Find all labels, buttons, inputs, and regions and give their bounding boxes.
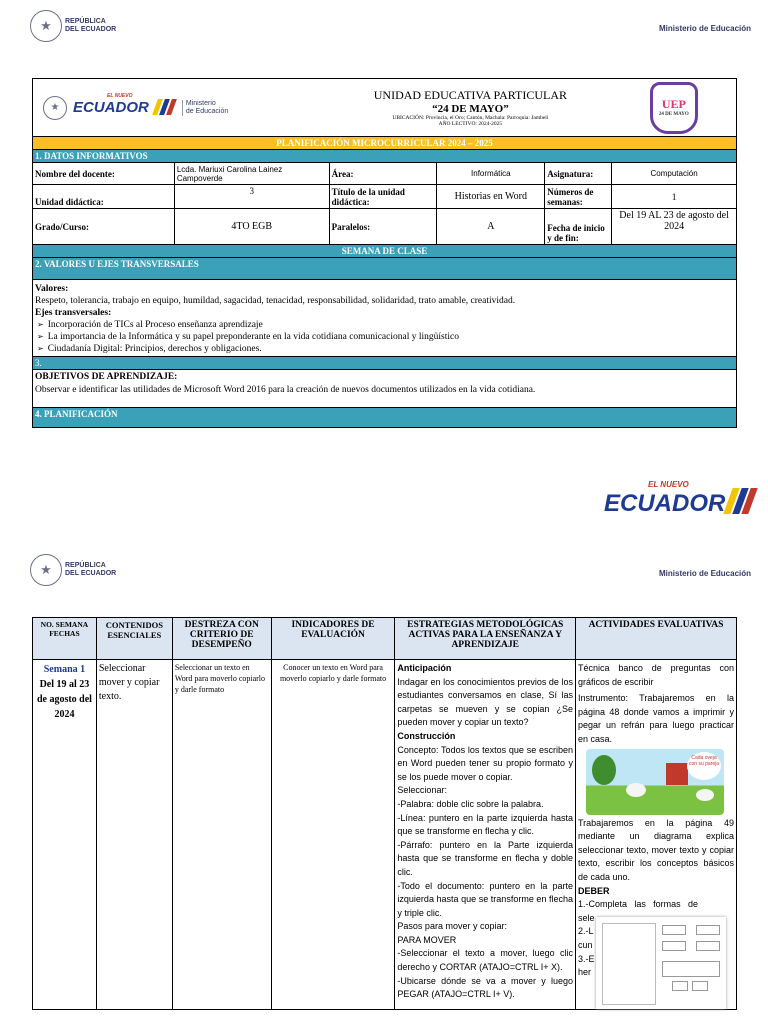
valores-text: Respeto, tolerancia, trabajo en equipo, humildad, sagacidad, tenacidad, responsabilidad, solidaridad, trato amable, creatividad. (35, 296, 516, 306)
badge-sub: 24 DE MAYO (658, 111, 689, 117)
school-cell (329, 79, 612, 137)
estrategia-line: -Seleccionar el texto a mover, luego clic derecho y CORTAR (ATAJO=CTRL I+ X). (397, 948, 574, 973)
ecuador-seal-icon: ★ (30, 10, 62, 42)
valores-label: Valores: (35, 284, 69, 294)
logo-cell (33, 79, 330, 137)
speech-bubble: Cada oveja con su pareja (687, 752, 721, 780)
grado-label: Grado/Curso: (33, 209, 175, 245)
section-3: 3. (33, 357, 737, 370)
estrategia-line: Pasos para mover y copiar: (397, 921, 507, 932)
th-estrategias: ESTRATEGIAS METODOLÓGICAS ACTIVAS PARA LA ENSEÑANZA Y APRENDIZAJE (395, 618, 576, 660)
estrategia-line: -Palabra: doble clic sobre la palabra. (397, 798, 544, 809)
footer-logo (604, 482, 755, 519)
header-republica (30, 10, 116, 42)
objetivos-cell (33, 370, 737, 408)
plan-title: PLANIFICACIÓN MICROCURRICULAR 2024 – 2025 (33, 137, 737, 150)
school-badge (650, 82, 698, 134)
logo-ministerio-1: Ministerio (185, 99, 216, 107)
sheep-icon (626, 783, 646, 797)
semanas-value: 1 (612, 185, 737, 209)
republica-line2: DEL ECUADOR (65, 570, 117, 577)
logo-flag-icon (155, 99, 176, 117)
th-semana: NO. SEMANA FECHAS (33, 618, 97, 660)
unidad-label: Unidad didáctica: (33, 185, 175, 209)
logo-el-nuevo: EL NUEVO (107, 93, 133, 99)
school-year: AÑO LECTIVO: 2024-2025 (438, 121, 503, 127)
th-indicadores: INDICADORES DE EVALUACIÓN (271, 618, 395, 660)
ejes-label: Ejes transversales: (35, 308, 112, 318)
fecha-label: Fecha de inicio y de fin: (545, 209, 612, 245)
indicadores-cell: Conocer un texto en Word para moverlo copiarlo y darle formato (271, 660, 395, 1010)
estrategia-line: Concepto: Todos los textos que se escriben en Word pueden tener su propio formato y se los puede mover o copiar. (397, 744, 574, 782)
act-trabajaremos: Trabajaremos en la página 49 mediante un diagrama explica seleccionar texto, mover texto y copiar texto, escribir los conceptos básicos de cada uno. (578, 817, 734, 882)
footer-el-nuevo: EL NUEVO (648, 480, 689, 489)
badge-text: UEP (661, 96, 686, 111)
docente-value: Lcda. Mariuxi Carolina Lainez Campoverde (174, 163, 329, 185)
datos-table (32, 78, 737, 428)
th-destreza: DESTREZA CON CRITERIO DE DESEMPEÑO (172, 618, 271, 660)
docente-label: Nombre del docente: (33, 163, 175, 185)
footer-ecuador: ECUADOR (604, 489, 726, 517)
titulo-value: Historias en Word (437, 185, 545, 209)
semana-clase: SEMANA DE CLASE (33, 245, 737, 258)
logo-ministerio-2: de Educación (185, 107, 229, 115)
destreza-cell: Seleccionar un texto en Word para moverlo copiarlo y darle formato (172, 660, 271, 1010)
estrategia-line: -Todo el documento: puntero en la parte izquierda hasta que se transforme en flecha y triple clic. (397, 880, 574, 918)
ecuador-seal-icon: ★ (30, 554, 62, 586)
eje-item: ➢ La importancia de la Informática y su papel preponderante en la vida cotidiana comunicacional y lingüístico (49, 331, 734, 343)
republica-line1: REPÚBLICA (65, 562, 106, 569)
planificacion-table (32, 617, 737, 1010)
tree-icon (592, 755, 616, 785)
semana-cell (33, 660, 97, 1010)
semanas-label: Números de semanas: (545, 185, 612, 209)
section-valores: 2. VALORES U EJES TRANSVERSALES (33, 258, 737, 280)
escudo-icon: ★ (43, 96, 67, 120)
sheep-icon (696, 789, 714, 801)
act-deber-3: 3.-E (578, 953, 595, 964)
objetivos-label: OBJETIVOS DE APRENDIZAJE: (35, 372, 178, 382)
estrategia-line: Construcción (397, 730, 456, 741)
act-instrumento: Instrumento: Trabajaremos en la página 48 donde vamos a imprimir y pegar un refrán para luego practicar en casa. (578, 693, 734, 744)
objetivos-text: Observar e identificar las utilidades de Microsoft Word 2016 para la creación de nuevos documentos utilizados en la vida cotidiana. (35, 385, 536, 395)
school-subname: “24 DE MAYO” (432, 103, 509, 115)
estrategias-list (397, 662, 573, 1002)
header-ministerio: Ministerio de Educación (659, 24, 752, 33)
school-location: UBICACIÓN: Provincia, el Oro; Cantón, Machala: Parroquia: Jambelí (392, 115, 549, 121)
th-actividades: ACTIVIDADES EVALUATIVAS (576, 618, 737, 660)
unidad-value: 3 (174, 185, 329, 209)
estrategia-line: Indagar en los conocimientos previos de los estudiantes conversamos en clase, Sí las carpetas se mueven y se copian ¿Se pueden mover y copiar un texto? (397, 676, 574, 728)
titulo-label: Título de la unidad didáctica: (329, 185, 437, 209)
section-datos: 1. DATOS INFORMATIVOS (33, 150, 737, 163)
estrategia-line: Anticipación (397, 663, 452, 673)
farm-illustration (586, 749, 724, 815)
area-value: Informática (437, 163, 545, 185)
worksheet-thumbnail (596, 917, 726, 1009)
paralelos-value: A (437, 209, 545, 245)
asignatura-label: Asignatura: (545, 163, 612, 185)
eje-item: ➢ Ciudadanía Digital: Principios, derechos y obligaciones. (49, 343, 734, 355)
estrategia-line: -Línea: puntero en la parte izquierda hasta que se transforme en flecha y clic. (397, 812, 574, 837)
republica-line2: DEL ECUADOR (65, 26, 117, 33)
asignatura-value: Computación (612, 163, 737, 185)
school-name: UNIDAD EDUCATIVA PARTICULAR (373, 88, 568, 102)
estrategia-line: -Ubicarse dónde se va a mover y luego PEGAR (ATAJO=CTRL I+ V). (397, 975, 574, 1000)
actividades-cell (576, 660, 737, 1010)
logo-ecuador: ECUADOR (73, 99, 149, 116)
area-label: Área: (329, 163, 437, 185)
header-ministerio-2: Ministerio de Educación (659, 569, 752, 578)
estrategia-line: -Párrafo: puntero en la Parte izquierda hasta que se transforme en flecha y doble clic. (397, 839, 574, 877)
semana-title: Semana 1 (43, 664, 86, 675)
ejes-list (35, 319, 734, 355)
act-tecnica: Técnica banco de preguntas con gráficos de escribir (578, 663, 734, 687)
act-deber-3b: her (578, 967, 592, 978)
act-deber-label: DEBER (578, 885, 610, 896)
grado-value: 4TO EGB (174, 209, 329, 245)
estrategia-line: PARA MOVER (397, 934, 457, 945)
estrategias-cell (395, 660, 576, 1010)
estrategia-line: Seleccionar: (397, 785, 447, 796)
act-deber-2b: cun (578, 939, 593, 950)
semana-dates: Del 19 al 23 de agosto del 2024 (36, 679, 92, 720)
contenidos-cell: Seleccionar mover y copiar texto. (96, 660, 172, 1010)
th-contenidos: CONTENIDOS ESENCIALES (96, 618, 172, 660)
paralelos-label: Paralelos: (329, 209, 437, 245)
barn-icon (666, 763, 688, 785)
eje-item: ➢ Incorporación de TICs al Proceso enseñanza aprendizaje (49, 319, 734, 331)
act-deber-1: 1.-Completa las formas de sele (578, 899, 699, 923)
valores-cell (33, 280, 737, 357)
republica-line1: REPÚBLICA (65, 18, 106, 25)
fecha-value: Del 19 AL 23 de agosto del 2024 (612, 209, 737, 245)
badge-cell (612, 79, 737, 137)
footer-flag-icon (728, 488, 755, 519)
act-deber-2: 2.-L (578, 926, 594, 937)
header-republica-2 (30, 554, 116, 586)
section-planificacion: 4. PLANIFICACIÓN (33, 408, 737, 428)
